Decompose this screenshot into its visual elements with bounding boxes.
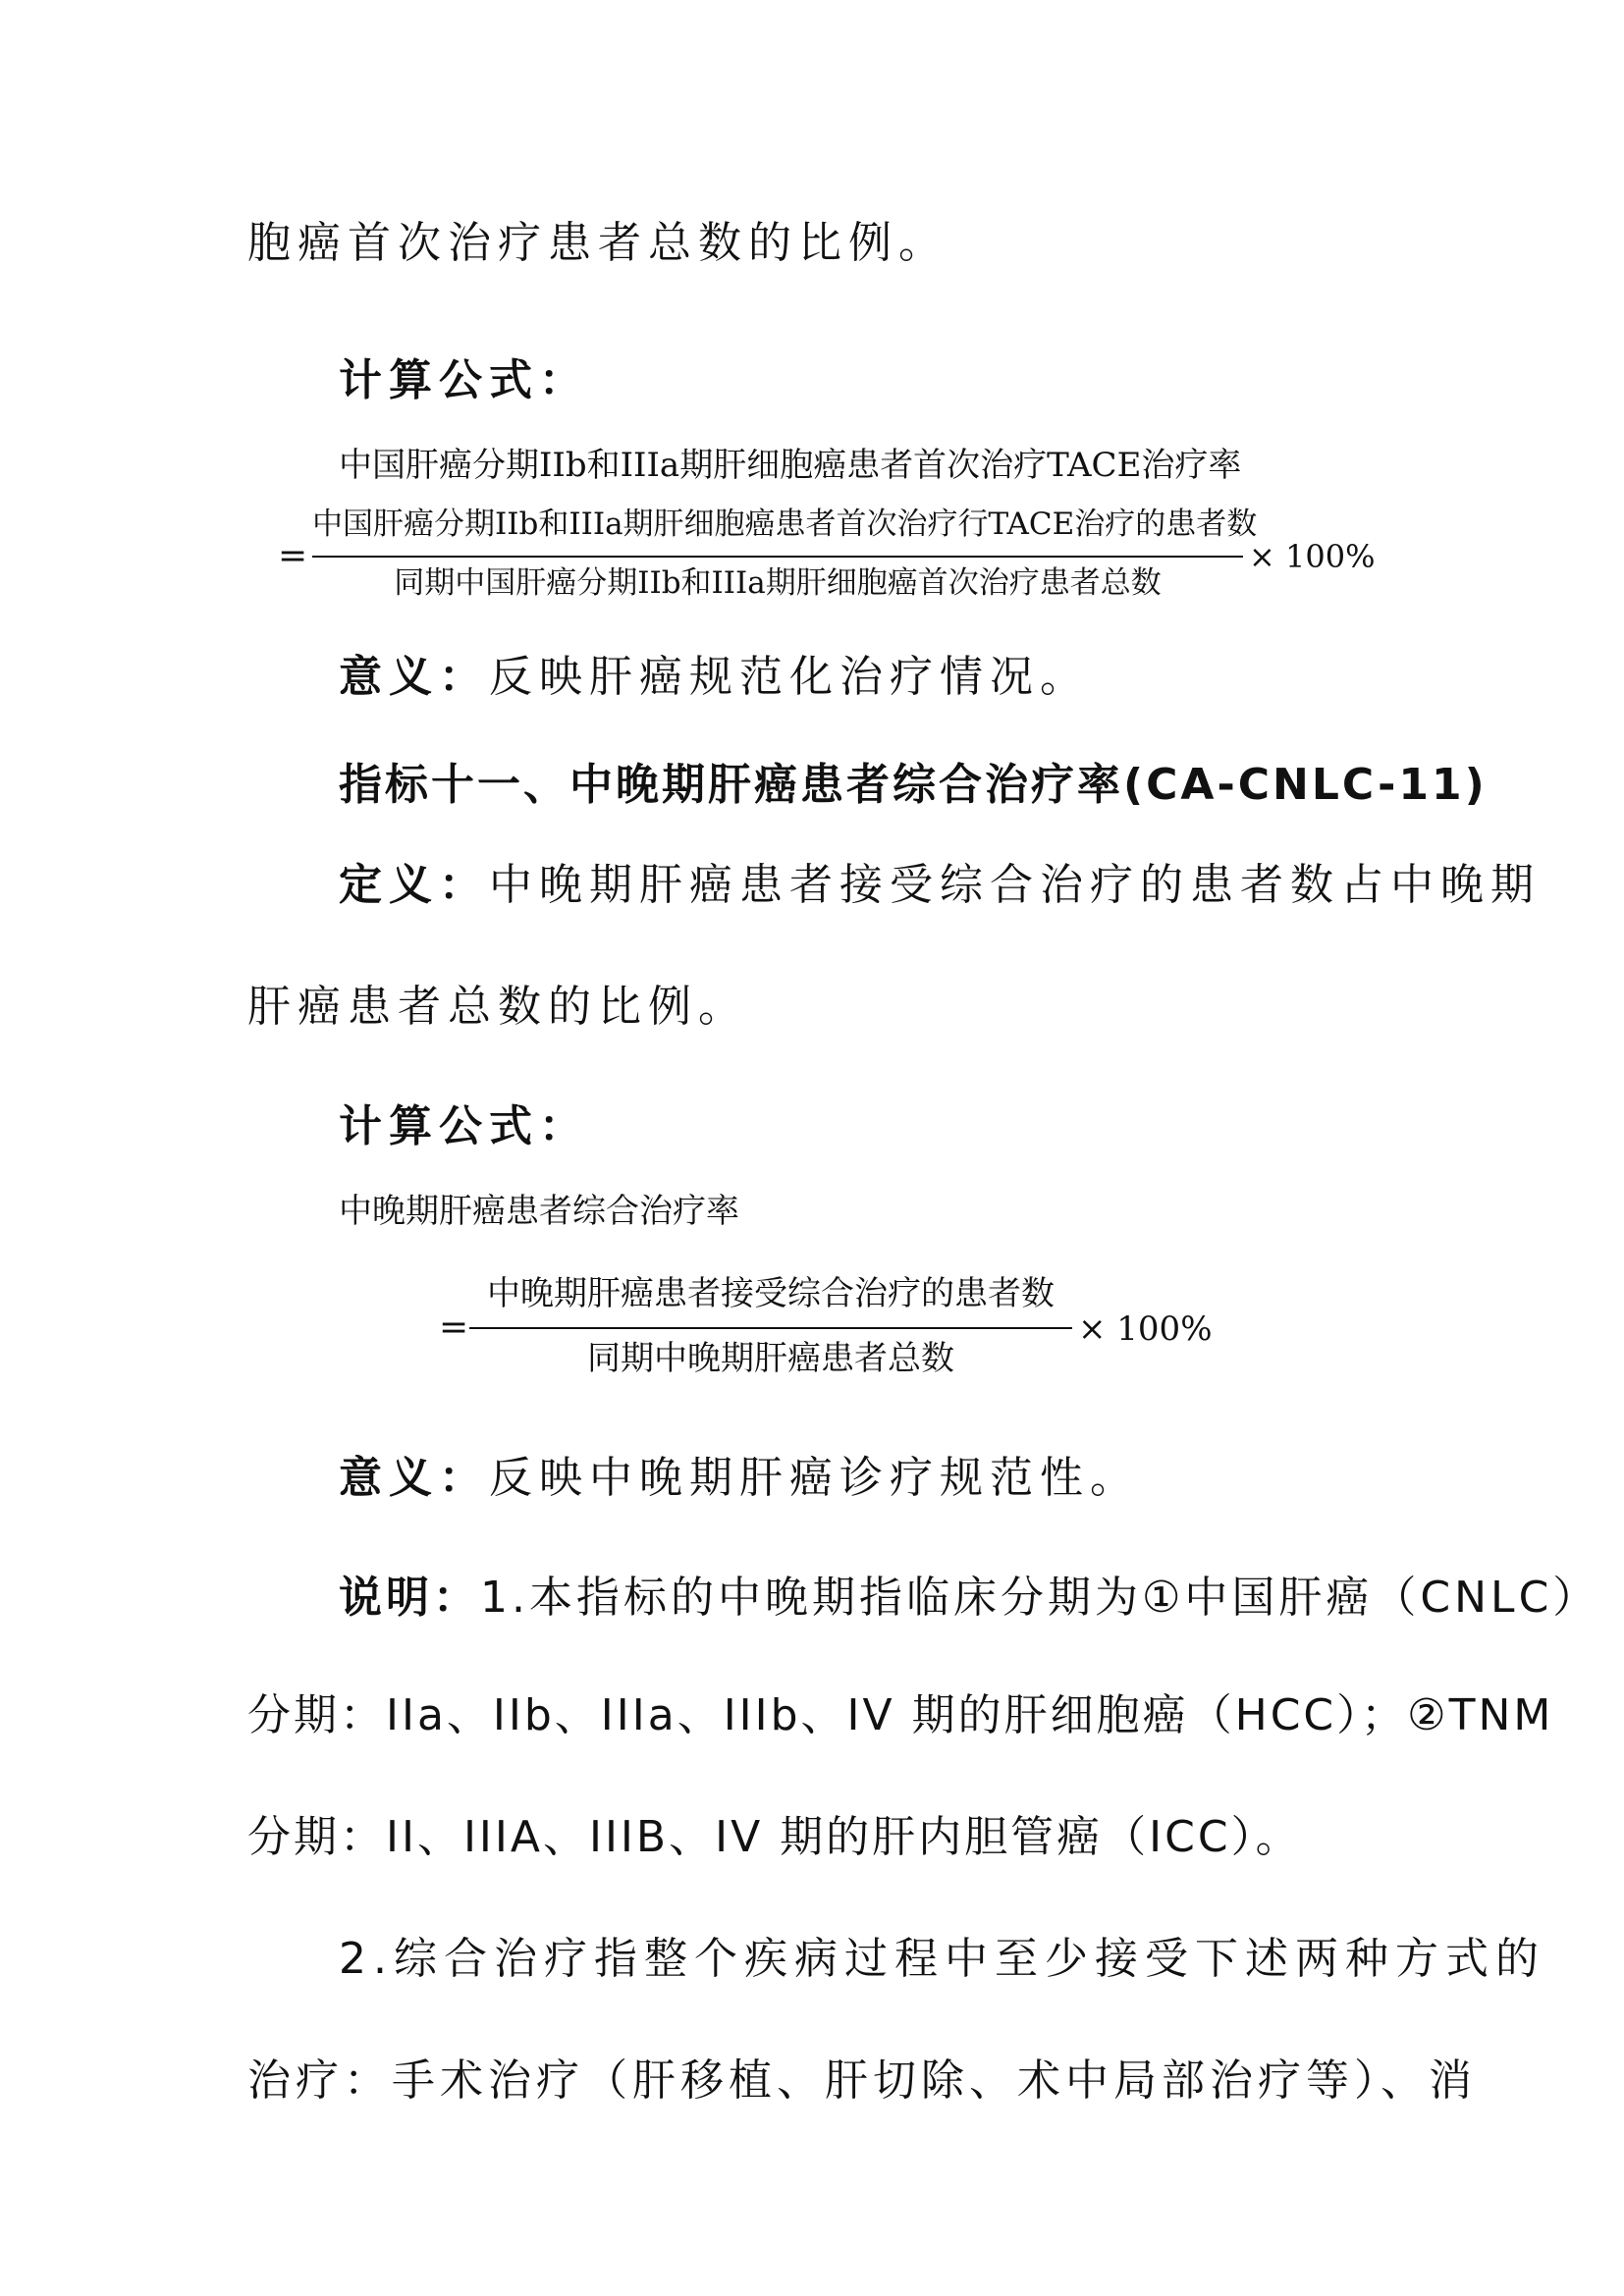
equals-sign: =	[278, 536, 308, 576]
denominator: 同期中晚期肝癌患者总数	[587, 1339, 954, 1378]
fraction-bar	[312, 556, 1243, 558]
meaning-label: 意义：	[339, 652, 489, 702]
note-row	[339, 1571, 1599, 1626]
meaning-row	[339, 650, 1090, 705]
fraction	[469, 1270, 1072, 1388]
formula-label: 计算公式：	[339, 355, 589, 405]
formula-title: 中国肝癌分期IIb和IIIa期肝细胞癌患者首次治疗TACE治疗率	[339, 446, 1242, 485]
paragraph-line: 胞癌首次治疗患者总数的比例。	[247, 218, 948, 268]
note-label: 说明：	[339, 1573, 480, 1623]
equals-sign: =	[439, 1308, 469, 1348]
paragraph-line: 分期：IIa、IIb、IIIa、IIIb、IV 期的肝细胞癌（HCC）；②TNM	[247, 1690, 1554, 1740]
definition-label: 定义：	[339, 860, 489, 910]
formula-label: 计算公式：	[339, 1101, 589, 1151]
section-heading: 指标十一、中晚期肝癌患者综合治疗率(CA-CNLC-11)	[339, 760, 1488, 810]
paragraph-line: 治疗：手术治疗（肝移植、肝切除、术中局部治疗等）、消	[247, 2056, 1477, 2106]
fraction	[312, 501, 1258, 609]
definition-text: 中晚期肝癌患者接受综合治疗的患者数占中晚期	[489, 860, 1541, 910]
numerator: 中国肝癌分期IIb和IIIa期肝细胞癌患者首次治疗行TACE治疗的患者数	[312, 507, 1258, 542]
numerator: 中晚期肝癌患者接受综合治疗的患者数	[487, 1274, 1055, 1313]
definition-row	[339, 858, 1541, 913]
fraction-bar	[469, 1327, 1072, 1329]
paragraph-line: 分期：II、IIIA、IIIB、IV 期的肝内胆管癌（ICC）。	[247, 1812, 1302, 1862]
paragraph-line: 2.综合治疗指整个疾病过程中至少接受下述两种方式的	[339, 1934, 1545, 1984]
note-text: 1.本指标的中晚期指临床分期为①中国肝癌（CNLC）	[480, 1573, 1600, 1623]
meaning-label: 意义：	[339, 1453, 489, 1503]
meaning-text: 反映中晚期肝癌诊疗规范性。	[489, 1453, 1140, 1503]
formula-title: 中晚期肝癌患者综合治疗率	[339, 1192, 739, 1231]
denominator: 同期中国肝癌分期IIb和IIIa期肝细胞癌首次治疗患者总数	[394, 565, 1162, 601]
multiplier: × 100%	[1078, 1309, 1213, 1349]
multiplier: × 100%	[1249, 538, 1376, 575]
meaning-text: 反映肝癌规范化治疗情况。	[489, 652, 1090, 702]
paragraph-line: 肝癌患者总数的比例。	[247, 982, 748, 1032]
meaning-row	[339, 1451, 1140, 1506]
